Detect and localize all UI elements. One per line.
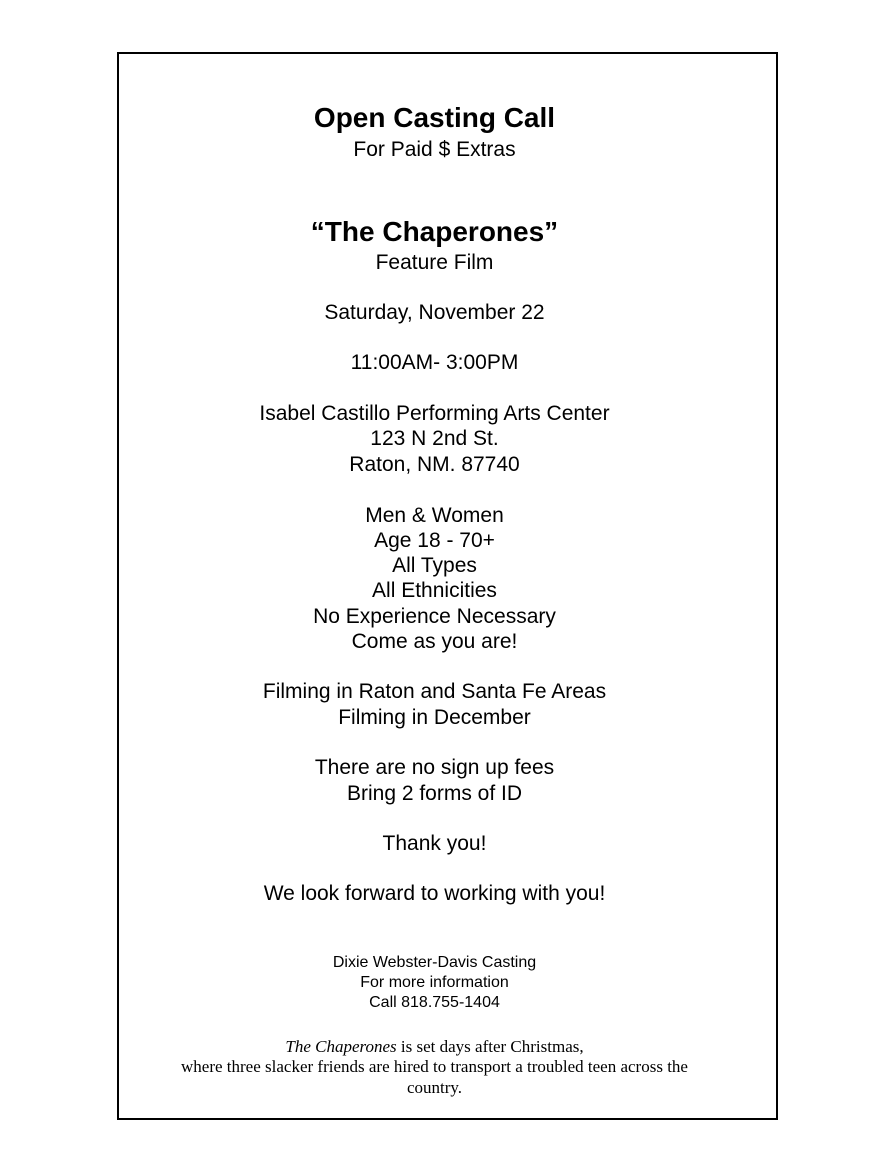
casting-date: Saturday, November 22 bbox=[324, 301, 545, 324]
flyer-title: Open Casting Call bbox=[313, 102, 556, 133]
note-fees: There are no sign up fees bbox=[314, 756, 555, 779]
contact-phone: Call 818.755-1404 bbox=[369, 994, 500, 1011]
contact-info: For more information bbox=[360, 974, 509, 991]
requirement-age: Age 18 - 70+ bbox=[374, 529, 495, 552]
requirement-experience: No Experience Necessary bbox=[313, 605, 556, 628]
casting-time: 11:00AM- 3:00PM bbox=[350, 351, 519, 374]
synopsis-line-1-rest: is set days after Christmas, bbox=[396, 1037, 584, 1056]
requirement-ethnicities: All Ethnicities bbox=[372, 579, 497, 602]
filming-areas: Filming in Raton and Santa Fe Areas bbox=[262, 680, 607, 703]
requirement-gender: Men & Women bbox=[365, 504, 504, 527]
venue-street: 123 N 2nd St. bbox=[370, 427, 499, 450]
flyer-subtitle: For Paid $ Extras bbox=[353, 138, 516, 161]
contact-agency: Dixie Webster-Davis Casting bbox=[332, 954, 537, 971]
synopsis-line-2: where three slacker friends are hired to transport a troubled teen across the bbox=[181, 1057, 688, 1076]
synopsis-film-title: The Chaperones bbox=[285, 1037, 397, 1056]
filming-when: Filming in December bbox=[338, 706, 531, 729]
note-id: Bring 2 forms of ID bbox=[346, 782, 523, 805]
synopsis-line-3: country. bbox=[406, 1078, 463, 1097]
film-name: “The Chaperones” bbox=[310, 216, 559, 247]
synopsis-line-1 bbox=[0, 1038, 869, 1055]
venue-name: Isabel Castillo Performing Arts Center bbox=[259, 402, 610, 425]
thank-you: Thank you! bbox=[382, 832, 487, 855]
film-type: Feature Film bbox=[375, 251, 494, 274]
requirement-types: All Types bbox=[392, 554, 477, 577]
look-forward: We look forward to working with you! bbox=[263, 882, 606, 905]
requirement-come-as: Come as you are! bbox=[351, 630, 518, 653]
venue-city: Raton, NM. 87740 bbox=[349, 453, 520, 476]
